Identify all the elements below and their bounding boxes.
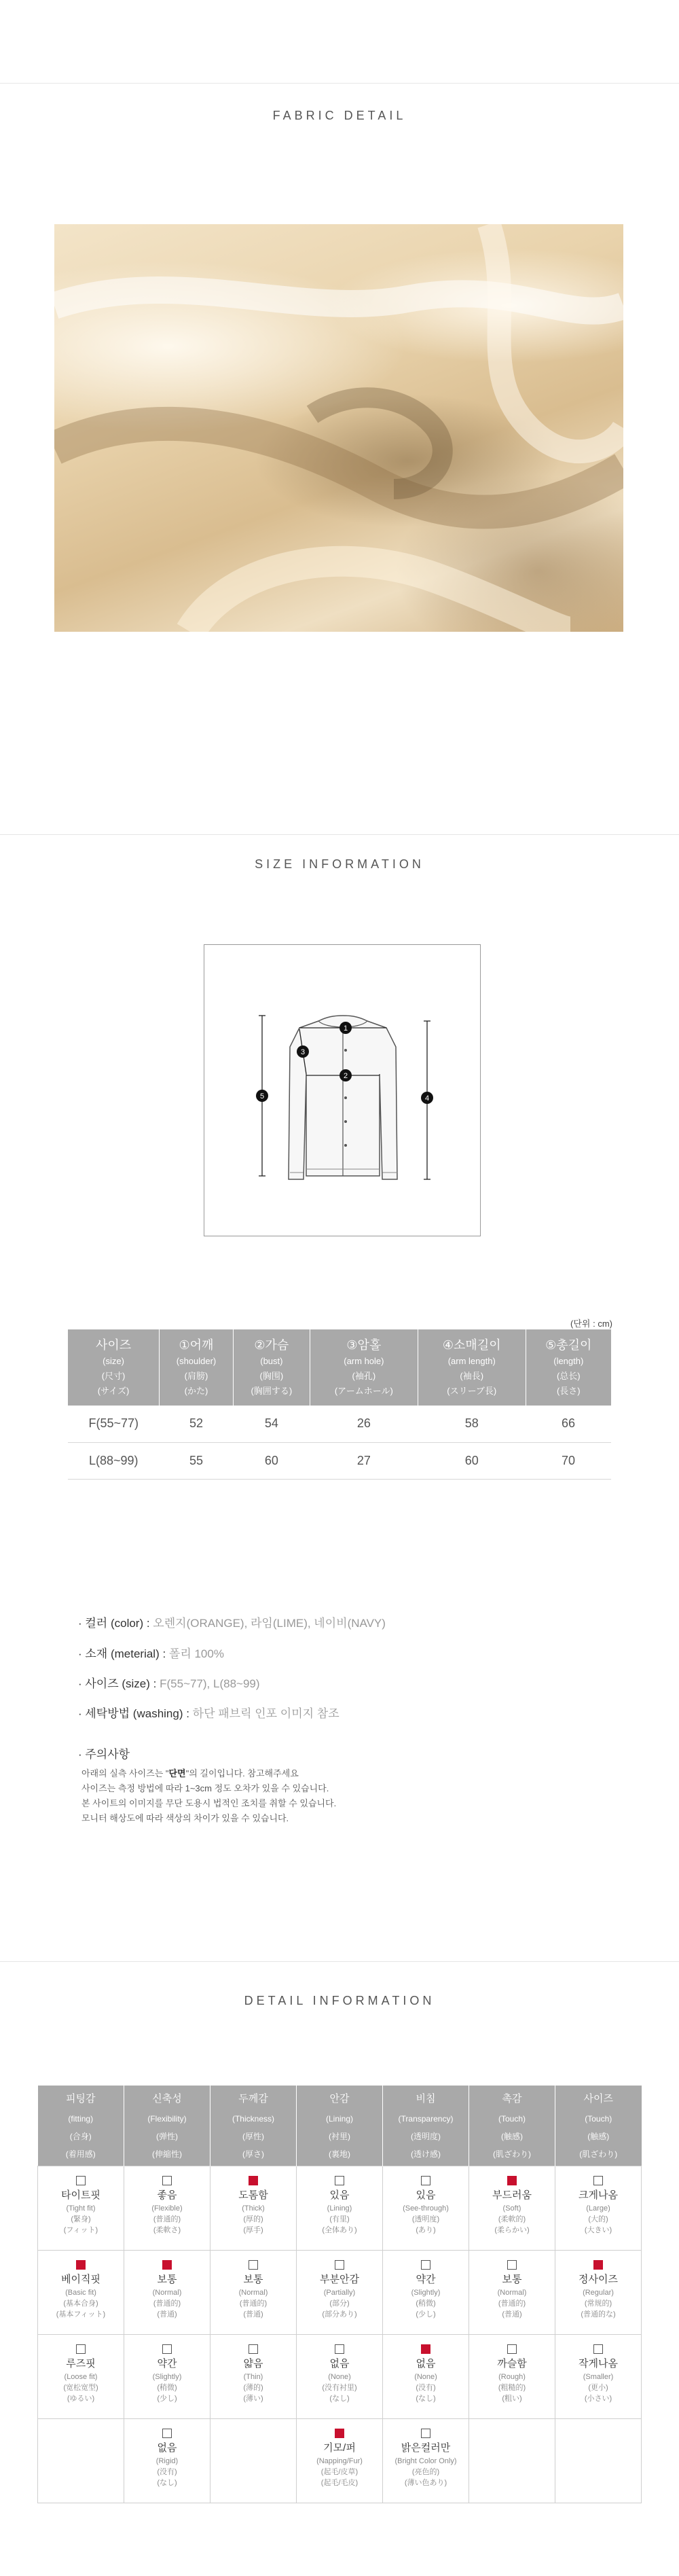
detail-option-en: (Smaller) (583, 2372, 614, 2381)
detail-header-cell (124, 2086, 210, 2166)
detail-option-ko: 없음 (416, 2357, 436, 2369)
detail-option-en: (None) (414, 2372, 437, 2381)
detail-option-jp2: (小さい) (584, 2394, 612, 2403)
size-cell: 66 (526, 1406, 611, 1442)
detail-option-jp2: (起毛/毛皮) (320, 2478, 359, 2487)
detail-cell (297, 2418, 383, 2503)
detail-header-jp2: (肌ざわり) (493, 2149, 531, 2159)
product-info-label: · 세탁방법 (washing) : (78, 1707, 193, 1720)
detail-cell (297, 2166, 383, 2250)
marker-1 (340, 1022, 352, 1034)
detail-option-jp2: (普通) (243, 2310, 263, 2319)
detail-option-jp: (普通的) (153, 2299, 181, 2308)
detail-cell (210, 2166, 297, 2250)
detail-cell (383, 2418, 469, 2503)
checked-box-icon (507, 2176, 517, 2185)
size-header-cn: (袖長) (460, 1371, 484, 1381)
detail-table-row (38, 2334, 642, 2418)
detail-header-ko: 피팅감 (66, 2092, 96, 2105)
unchecked-box-icon (593, 2344, 603, 2354)
detail-header-ko: 신축성 (152, 2092, 182, 2105)
detail-cell (124, 2250, 210, 2334)
detail-option-ko: 좋음 (157, 2189, 177, 2201)
detail-option-en: (Rigid) (155, 2456, 179, 2465)
size-header-en: (bust) (260, 1356, 283, 1366)
detail-option-jp: (基本合身) (63, 2299, 98, 2308)
detail-option-jp2: (薄い) (243, 2394, 263, 2403)
fabric-photo (54, 224, 623, 632)
detail-option-jp2: (あり) (416, 2225, 436, 2234)
detail-option-jp: (粗糙的) (498, 2383, 526, 2392)
detail-option-en: (Tight fit) (66, 2204, 96, 2213)
checked-box-icon (249, 2176, 258, 2185)
detail-option-en: (Lining) (327, 2204, 352, 2213)
unchecked-box-icon (76, 2176, 86, 2185)
detail-cell (124, 2334, 210, 2418)
detail-option-ko: 도톰함 (238, 2189, 268, 2201)
detail-cell (469, 2418, 555, 2503)
unchecked-box-icon (249, 2260, 258, 2270)
detail-header-en: (fitting) (68, 2113, 94, 2124)
size-header-cell (233, 1329, 310, 1406)
detail-cell (38, 2418, 124, 2503)
detail-option-en: (Soft) (502, 2204, 521, 2213)
size-header-cn: (袖孔) (352, 1371, 376, 1381)
size-cell: 52 (160, 1406, 234, 1442)
detail-cell (210, 2418, 297, 2503)
detail-cell (297, 2334, 383, 2418)
detail-option-jp2: (柔らかい) (494, 2225, 530, 2234)
unchecked-box-icon (507, 2344, 517, 2354)
detail-option-jp: (緊身) (71, 2215, 91, 2223)
detail-header-cell (469, 2086, 555, 2166)
size-table-header (68, 1329, 611, 1406)
detail-header-ko: 비침 (416, 2092, 436, 2105)
unchecked-box-icon (507, 2260, 517, 2270)
product-info-value: 오렌지(ORANGE), 라임(LIME), 네이비(NAVY) (153, 1617, 386, 1630)
product-info-label: · 사이즈 (size) : (78, 1677, 160, 1690)
product-info-value: 폴리 100% (168, 1647, 224, 1660)
svg-text:5: 5 (259, 1092, 265, 1101)
detail-table-row (38, 2418, 642, 2503)
size-cell: 60 (418, 1442, 526, 1479)
detail-table-row (38, 2166, 642, 2250)
detail-option-ko: 있음 (329, 2189, 350, 2201)
detail-option-jp2: (普通) (502, 2310, 522, 2319)
detail-option-ko: 얇음 (243, 2357, 263, 2369)
size-cell: 58 (418, 1406, 526, 1442)
size-header-ko: ④소매길이 (442, 1338, 501, 1352)
detail-option-jp2: (粗い) (502, 2394, 522, 2403)
size-header-ko: 사이즈 (95, 1338, 132, 1352)
detail-option-en: (Slightly) (152, 2372, 182, 2381)
product-info-line (78, 1613, 386, 1630)
detail-option-en: (Normal) (497, 2288, 527, 2297)
size-header-en: (arm hole) (344, 1356, 384, 1366)
detail-option-jp: (没有衬里) (322, 2383, 357, 2392)
unchecked-box-icon (335, 2260, 344, 2270)
detail-option-ko: 타이트핏 (61, 2189, 100, 2201)
detail-header-jp: (触感) (587, 2131, 610, 2141)
unchecked-box-icon (162, 2344, 172, 2354)
detail-header-ko: 안감 (329, 2092, 350, 2105)
size-header-jp: (かた) (184, 1386, 208, 1396)
detail-option-ko: 기모/퍼 (323, 2441, 356, 2454)
size-header-jp: (長さ) (556, 1386, 581, 1396)
detail-option-jp: (起毛/皮草) (320, 2467, 359, 2476)
marker-5 (256, 1090, 268, 1102)
detail-option-en: (Normal) (238, 2288, 268, 2297)
notice-title: · 주의사항 (78, 1748, 130, 1761)
detail-option-jp: (透明度) (411, 2215, 440, 2223)
unchecked-box-icon (593, 2176, 603, 2185)
size-header-jp: (スリーブ長) (447, 1386, 497, 1396)
detail-option-jp: (厚的) (243, 2215, 263, 2223)
detail-option-jp: (没有) (157, 2467, 177, 2476)
detail-option-ko: 없음 (157, 2441, 177, 2454)
detail-option-en: (None) (328, 2372, 351, 2381)
detail-option-en: (Regular) (583, 2288, 614, 2297)
detail-option-jp: (没有) (416, 2383, 436, 2392)
detail-option-jp: (薄的) (243, 2383, 263, 2392)
detail-cell (383, 2334, 469, 2418)
size-header-cell (68, 1329, 160, 1406)
detail-option-jp2: (全体あり) (322, 2225, 357, 2234)
size-information-title: SIZE INFORMATION (255, 857, 424, 871)
detail-option-jp2: (薄い色あり) (404, 2478, 447, 2487)
detail-option-jp: (稍微) (157, 2383, 177, 2392)
detail-option-en: (Bright Color Only) (394, 2456, 457, 2465)
detail-cell (469, 2250, 555, 2334)
unchecked-box-icon (421, 2429, 430, 2438)
detail-option-jp2: (フィット) (63, 2225, 98, 2234)
detail-option-ko: 있음 (416, 2189, 436, 2201)
size-header-cn: (胸围) (259, 1371, 284, 1381)
detail-header-en: (Flexibility) (147, 2113, 187, 2124)
checked-box-icon (421, 2344, 430, 2354)
size-header-jp: (サイズ) (97, 1386, 130, 1396)
detail-option-jp2: (厚手) (243, 2225, 263, 2234)
detail-header-en: (Thickness) (232, 2113, 274, 2124)
detail-option-ko: 약간 (157, 2357, 177, 2369)
detail-option-jp2: (普通的な) (581, 2310, 616, 2319)
size-table-row (68, 1406, 611, 1442)
size-header-ko: ①어깨 (179, 1338, 214, 1352)
detail-cell (38, 2166, 124, 2250)
detail-option-jp: (宽松宽型) (63, 2383, 98, 2392)
size-header-cell (160, 1329, 234, 1406)
size-cell: 54 (233, 1406, 310, 1442)
marker-2 (340, 1069, 352, 1081)
detail-header-jp: (触感) (501, 2131, 523, 2141)
detail-header-en: (Transparency) (398, 2113, 454, 2124)
detail-option-jp: (大的) (588, 2215, 608, 2223)
detail-information-title: DETAIL INFORMATION (244, 1994, 435, 2007)
size-diagram (204, 944, 481, 1236)
detail-cell (210, 2334, 297, 2418)
checked-box-icon (335, 2429, 344, 2438)
detail-option-en: (Flexible) (151, 2204, 183, 2213)
size-header-ko: ⑤총길이 (545, 1338, 592, 1352)
unchecked-box-icon (76, 2344, 86, 2354)
detail-option-jp2: (大きい) (584, 2225, 612, 2234)
detail-option-jp: (稍微) (416, 2299, 436, 2308)
size-cell: 60 (233, 1442, 310, 1479)
detail-header-en: (Touch) (585, 2113, 612, 2124)
size-cell: 27 (310, 1442, 418, 1479)
detail-cell (555, 2418, 642, 2503)
unchecked-box-icon (335, 2344, 344, 2354)
detail-option-en: (Normal) (152, 2288, 182, 2297)
detail-table-header (38, 2086, 642, 2166)
detail-option-jp2: (少し) (157, 2394, 177, 2403)
product-info-line (78, 1644, 224, 1661)
size-header-cn: (肩膀) (184, 1371, 208, 1381)
detail-table-row (38, 2250, 642, 2334)
fabric-folds (54, 224, 623, 632)
detail-cell (383, 2166, 469, 2250)
detail-header-cell (38, 2086, 124, 2166)
detail-option-ko: 부분안감 (320, 2273, 359, 2285)
size-cell: 55 (160, 1442, 234, 1479)
detail-header-jp2: (厚さ) (242, 2149, 264, 2159)
detail-header-ko: 사이즈 (583, 2092, 613, 2105)
detail-cell (555, 2250, 642, 2334)
cardigan-illustration (204, 945, 481, 1237)
detail-option-jp: (有里) (329, 2215, 350, 2223)
product-info-value: 하단 패브릭 인포 이미지 참조 (192, 1707, 340, 1720)
detail-option-en: (See-through) (403, 2204, 449, 2213)
detail-option-jp: (普通的) (498, 2299, 526, 2308)
divider-detail (0, 1961, 679, 1962)
product-info-line (78, 1704, 340, 1721)
detail-option-ko: 부드러움 (492, 2189, 532, 2201)
detail-option-jp2: (なし) (157, 2478, 177, 2487)
size-header-jp: (胸囲する) (251, 1386, 293, 1396)
detail-header-ko: 촉감 (502, 2092, 522, 2105)
size-header-en: (arm length) (447, 1356, 496, 1366)
detail-cell (469, 2166, 555, 2250)
size-header-ko: ②가슴 (254, 1338, 289, 1352)
detail-option-jp: (部分) (329, 2299, 350, 2308)
detail-option-jp2: (部分あり) (322, 2310, 357, 2319)
checked-box-icon (162, 2260, 172, 2270)
detail-option-jp: (柔軟的) (498, 2215, 526, 2223)
svg-text:4: 4 (424, 1094, 430, 1103)
detail-header-jp: (合身) (69, 2131, 92, 2141)
detail-option-jp: (普通的) (153, 2215, 181, 2223)
detail-header-jp2: (裏地) (329, 2149, 350, 2159)
detail-cell (38, 2334, 124, 2418)
divider-top (0, 83, 679, 84)
detail-header-jp: (厚性) (242, 2131, 264, 2141)
unchecked-box-icon (249, 2344, 258, 2354)
product-info-line (78, 1674, 260, 1691)
detail-header-jp2: (透け感) (411, 2149, 441, 2159)
unchecked-box-icon (162, 2429, 172, 2438)
detail-header-jp: (透明度) (411, 2131, 441, 2141)
unchecked-box-icon (335, 2176, 344, 2185)
detail-header-cell (383, 2086, 469, 2166)
detail-header-en: (Touch) (498, 2113, 526, 2124)
detail-option-jp2: (少し) (416, 2310, 436, 2319)
detail-header-ko: 두께감 (238, 2092, 268, 2105)
detail-option-jp2: (なし) (329, 2394, 350, 2403)
notice-line-2: 사이즈는 측정 방법에 따라 1~3cm 정도 오차가 있을 수 있습니다. (81, 1783, 329, 1793)
detail-option-ko: 루즈핏 (66, 2357, 96, 2369)
detail-cell (555, 2334, 642, 2418)
detail-option-ko: 약간 (416, 2273, 436, 2285)
checked-box-icon (593, 2260, 603, 2270)
detail-header-en: (Lining) (325, 2113, 354, 2124)
unchecked-box-icon (162, 2176, 172, 2185)
product-info-value: F(55~77), L(88~99) (160, 1677, 260, 1690)
divider-size (0, 834, 679, 835)
detail-option-jp2: (基本フィット) (56, 2310, 106, 2319)
detail-header-cell (555, 2086, 642, 2166)
detail-cell (297, 2250, 383, 2334)
size-cell: 70 (526, 1442, 611, 1479)
marker-4 (421, 1092, 433, 1104)
detail-option-en: (Rough) (498, 2372, 526, 2381)
marker-3 (297, 1045, 309, 1058)
size-header-cn: (总长) (556, 1371, 581, 1381)
svg-text:2: 2 (343, 1072, 348, 1080)
detail-option-en: (Basic fit) (65, 2288, 96, 2297)
detail-option-ko: 밝은컬러만 (401, 2441, 451, 2454)
size-header-cell (526, 1329, 611, 1406)
product-info-label: · 소재 (meterial) : (78, 1647, 169, 1660)
detail-option-ko: 보통 (157, 2273, 177, 2285)
detail-cell (38, 2250, 124, 2334)
detail-option-jp: (亮色的) (411, 2467, 440, 2476)
detail-cell (210, 2250, 297, 2334)
detail-option-en: (Napping/Fur) (316, 2456, 363, 2465)
size-header-en: (size) (103, 1356, 124, 1366)
unchecked-box-icon (421, 2176, 430, 2185)
size-header-cn: (尺寸) (101, 1371, 126, 1381)
detail-option-jp2: (普通) (157, 2310, 177, 2319)
product-info-label: · 컬러 (color) : (78, 1617, 153, 1630)
detail-option-ko: 보통 (243, 2273, 263, 2285)
detail-option-en: (Thin) (243, 2372, 263, 2381)
checked-box-icon (76, 2260, 86, 2270)
detail-option-jp2: (柔軟さ) (153, 2225, 181, 2234)
fabric-detail-title: FABRIC DETAIL (272, 109, 407, 122)
detail-header-jp: (衬里) (329, 2131, 350, 2141)
detail-option-ko: 없음 (329, 2357, 350, 2369)
size-cell: L(88~99) (68, 1442, 160, 1479)
size-table-row (68, 1442, 611, 1479)
detail-header-jp2: (肌ざわり) (579, 2149, 618, 2159)
detail-option-jp: (更小) (588, 2383, 608, 2392)
detail-header-jp2: (伸縮性) (152, 2149, 182, 2159)
svg-text:1: 1 (343, 1024, 348, 1033)
detail-cell (124, 2418, 210, 2503)
size-table (68, 1329, 611, 1480)
detail-cell (469, 2334, 555, 2418)
detail-option-jp2: (ゆるい) (67, 2394, 95, 2403)
detail-option-en: (Slightly) (411, 2288, 441, 2297)
detail-option-en: (Large) (586, 2204, 610, 2213)
detail-option-en: (Partially) (323, 2288, 356, 2297)
detail-cell (124, 2166, 210, 2250)
unchecked-box-icon (421, 2260, 430, 2270)
size-header-cell (310, 1329, 418, 1406)
svg-text:3: 3 (300, 1048, 306, 1056)
size-header-ko: ③암홀 (346, 1338, 382, 1352)
detail-option-ko: 작게나옴 (579, 2357, 618, 2369)
unit-label: (단위 : cm) (570, 1319, 612, 1329)
size-header-jp: (アームホール) (334, 1386, 393, 1396)
detail-header-cell (210, 2086, 297, 2166)
size-cell: 26 (310, 1406, 418, 1442)
size-cell: F(55~77) (68, 1406, 160, 1442)
detail-option-jp2: (なし) (416, 2394, 436, 2403)
size-header-cell (418, 1329, 526, 1406)
notice-line-1: 아래의 실측 사이즈는 "단면"의 길이입니다. 참고해주세요 (81, 1768, 299, 1778)
detail-table (37, 2086, 642, 2503)
detail-header-cell (297, 2086, 383, 2166)
detail-option-ko: 정사이즈 (579, 2273, 618, 2285)
detail-option-en: (Loose fit) (64, 2372, 98, 2381)
detail-option-jp: (常规的) (584, 2299, 612, 2308)
notice-line-3: 본 사이트의 이미지를 무단 도용시 법적인 조치를 취할 수 있습니다. (81, 1798, 337, 1808)
detail-option-ko: 보통 (502, 2273, 522, 2285)
detail-option-jp: (普通的) (239, 2299, 268, 2308)
size-header-en: (length) (553, 1356, 584, 1366)
detail-option-ko: 베이직핏 (61, 2273, 100, 2285)
detail-cell (383, 2250, 469, 2334)
detail-header-jp2: (着用感) (65, 2149, 96, 2159)
notice-line-4: 모니터 해상도에 따라 색상의 차이가 있을 수 있습니다. (81, 1813, 289, 1823)
detail-header-jp: (弹性) (156, 2131, 178, 2141)
size-header-en: (shoulder) (176, 1356, 217, 1366)
detail-option-en: (Thick) (242, 2204, 265, 2213)
detail-cell (555, 2166, 642, 2250)
detail-option-ko: 까슬함 (497, 2357, 527, 2369)
detail-option-ko: 크게나옴 (579, 2189, 618, 2201)
